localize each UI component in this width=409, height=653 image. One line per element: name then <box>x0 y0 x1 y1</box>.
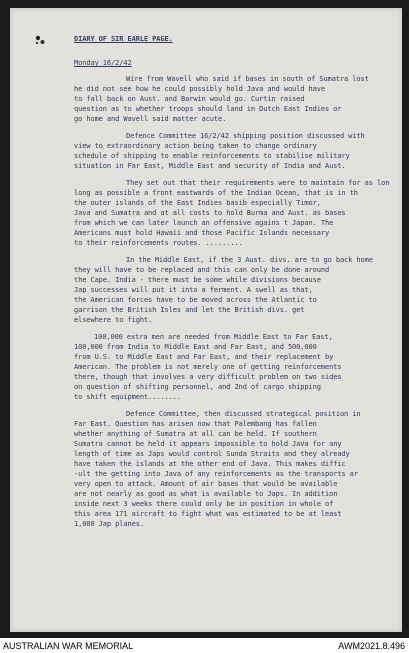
text-line: Sumatra cannot be held it appears impossible to hold Java for any <box>74 440 342 448</box>
text-line: 1,000 Jap planes. <box>74 520 144 528</box>
text-line: go home and Wavell said matter acute. <box>74 115 227 123</box>
text-line: length of time as Japs would control Sunda Straits and they already <box>74 450 350 458</box>
text-line: Defence Committee 16/2/42 shipping position discussed with <box>126 132 365 140</box>
text-line: long as possible a front eastwards of the Indian Ocean, that is in th <box>74 189 358 197</box>
text-line: Jap successes will put it into a ferment. A swell as that, <box>74 286 313 294</box>
diary-paragraph <box>74 178 402 248</box>
text-line: Wire from Wavell who said if bases in south of Sumatra lost <box>126 75 369 83</box>
text-line: this area 171 aircraft to fight what was estimated to be at least <box>74 510 342 518</box>
text-line: elsewhere to fight. <box>74 316 153 324</box>
text-line: Java and Sumatra and at all costs to hold Burma and Aust. as bases <box>74 209 346 217</box>
text-line: 100,000 from India to Middle East and Far East, and 500,000 <box>74 343 317 351</box>
document-title: DIARY OF SIR EARLE PAGE. <box>74 35 173 43</box>
entry-date: Monday 16/2/42 <box>74 59 132 67</box>
text-line: he did not see how he could possibly hold Java and would have <box>74 85 325 93</box>
text-line: 100,000 extra men are needed from Middle East to Far East, <box>94 333 333 341</box>
text-line: there, though that involves a very difficult problem on two sides <box>74 373 342 381</box>
archive-reference: AWM2021.8.496 <box>338 641 405 651</box>
diary-paragraph <box>74 332 402 402</box>
diary-page <box>10 8 402 632</box>
text-line: situation in Far East, Middle East and security of India and Aust. <box>74 162 346 170</box>
text-line: In the Middle East, if the 3 Aust. divs. are to go back home <box>126 256 373 264</box>
diary-paragraph <box>74 74 402 124</box>
text-line: to shift equipment........ <box>74 393 181 401</box>
text-line: the outer islands of the East Indies basib especially Timor, <box>74 199 321 207</box>
text-line: schedule of shipping to enable reinforcements to stabilise military <box>74 152 350 160</box>
entry-body <box>74 74 402 529</box>
text-line: inside next 3 weeks there could only be in position in whole of <box>74 500 334 508</box>
text-line: very open to attack. Amount of air bases that would be available <box>74 480 338 488</box>
diary-text <box>74 34 402 536</box>
text-line: Far East. Question has arisen now that Palembang has fallen <box>74 420 317 428</box>
diary-paragraph <box>74 131 402 171</box>
text-line: They set out that their requirements were to maintain for as lon <box>126 179 390 187</box>
text-line: the American forces have to be moved across the Atlantic to <box>74 296 317 304</box>
diary-paragraph <box>74 409 402 529</box>
text-line: American. The problem is not merely one of getting reinforcements <box>74 363 342 371</box>
text-line: to fall back on Aust. and Barwin would go. Curtin raised <box>74 95 305 103</box>
text-line: they will have to be replaced and this can only be done around <box>74 266 330 274</box>
text-line: are not nearly as good as what is available to Japs. In addition <box>74 490 338 498</box>
text-line: whether anything of Sumatra at all can be held. If southern <box>74 430 317 438</box>
text-line: -ult the getting into Java of any reinforcements as the transports ar <box>74 470 358 478</box>
text-line: from U.S. to Middle East and Far East, and their replacement by <box>74 353 334 361</box>
text-line: on question of shifting personnel, and 2nd of cargo shipping <box>74 383 321 391</box>
punch-hole-marks <box>34 34 46 46</box>
archive-name: AUSTRALIAN WAR MEMORIAL <box>3 641 134 651</box>
text-line: view to extraordinary action being taken to change ordinary <box>74 142 317 150</box>
archive-footer <box>0 640 409 653</box>
diary-paragraph <box>74 255 402 325</box>
text-line: the Cape. India - there must be some while divisions because <box>74 276 321 284</box>
text-line: from which we can later launch an offensive agains t Japan. The <box>74 219 334 227</box>
text-line: Defence Committee, then discussed strategical position in <box>126 410 361 418</box>
text-line: to their reinforcements routes. ......... <box>74 239 243 247</box>
text-line: Americans must hold Hawaii and those Pacific Islands necessary <box>74 229 330 237</box>
text-line: garrison the British Isles and let the British divs. get <box>74 306 305 314</box>
text-line: have taken the islands at the other end of Java. This makes diffic <box>74 460 346 468</box>
text-line: question as to whether troops should land in Dutch East Indies or <box>74 105 342 113</box>
